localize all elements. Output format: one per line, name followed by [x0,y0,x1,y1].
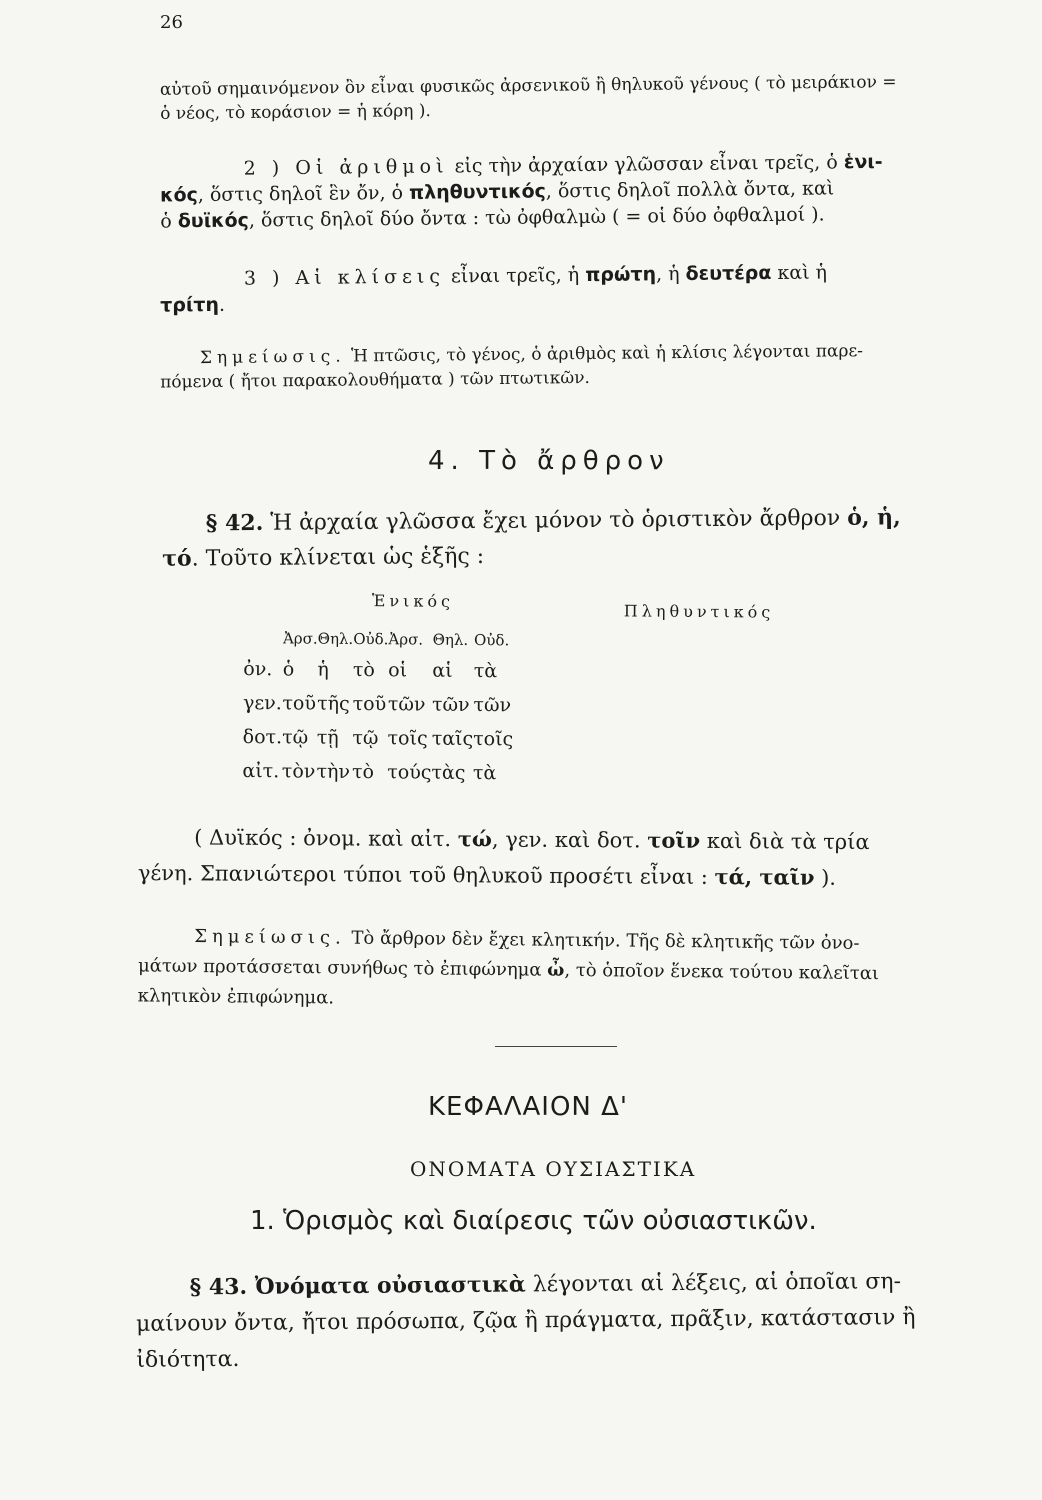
col-head: Θηλ. [317,629,354,648]
case-label: γεν. [242,691,282,715]
chapter-title: ΚΕΦΑΛΑΙΟΝ Δ' [428,1092,629,1122]
section-heading-nouns: 1. Ὁρισμὸς καὶ διαίρεσις τῶν οὐσιαστικῶν. [250,1206,817,1236]
page-number: 26 [160,12,183,33]
dual-paragraph: ( Δυϊκός : ὀνομ. καὶ αἰτ. τώ, γεν. καὶ δοτ. τοῖν καὶ διὰ τὰ τρία γένη. Σπανιώτεροι τύποι τοῦ θηλυκοῦ προσέτι εἶναι : τά, ταῖν ). [137,825,870,890]
paragraph-numbers: 2 ) Οἱ ἀριθμοὶ εἰς τὴν ἀρχαίαν γλῶσσαν εἶναι τρεῖς, ὁ ἑνι- κός, ὅστις δηλοῖ ἓν ὄν, ὁ πληθυντικός, ὅστις δηλοῖ πολλὰ ὄντα, καὶ ὁ δυϊκός, ὅστις δηλοῖ δύο ὄντα : τὼ ὀφθαλμὼ ( = οἱ δύο ὀφθαλμοί ). [159,150,883,233]
table-row: δοτ. τῷ τῇ τῷ τοῖς ταῖς τοῖς [243,720,514,756]
table-row: ὀν. ὁ ἡ τὸ οἱ αἱ τὰ [243,652,514,688]
section-number: § 43. [189,1273,248,1301]
note-paragraph-2: Σημείωσις. Τὸ ἄρθρον δὲν ἔχει κλητικήν. Τῆς δὲ κλητικῆς τῶν ὀνο- μάτων προτάσσεται συνήθως τὸ ἐπιφώνημα ὦ, τὸ ὁποῖον ἕνεκα τούτου καλεῖται κλητικὸν ἐπιφώνημα. [137,925,880,1009]
singular-label: Ἑνικός [371,591,455,611]
note-paragraph-1: Σημείωσις. Ἡ πτῶσις, τὸ γένος, ὁ ἀριθμὸς καὶ ἡ κλίσις λέγονται παρε- πόμενα ( ἤτοι παρακολουθήματα ) τῶν πτωτικῶν. [160,341,864,393]
col-head: Ἀρσ. [388,630,424,649]
note-lead: Σημείωσις. [194,925,346,949]
section-number: § 42. [205,509,264,537]
case-label: δοτ. [242,725,283,749]
case-label: ὀν. [243,657,273,681]
case-label: αἰτ. [242,759,280,783]
col-head: Οὐδ. [353,629,389,649]
lead-text: 3 ) Αἱ κλίσεις [243,265,446,290]
col-head: Οὐδ. [473,631,510,650]
continuation-paragraph [160,70,897,126]
col-head: Ἀρσ. [282,629,318,648]
divider [495,1046,617,1047]
section-heading-article: 4. Τὸ ἄρθρον [428,446,670,476]
paragraph-42: § 42. Ἡ ἀρχαία γλῶσσα ἔχει μόνον τὸ ὁριστικὸν ἄρθρον ὁ, ἡ, τό. Τοῦτο κλίνεται ὡς ἑξῆς : [162,504,901,572]
paragraph-43: § 43. Ὀνόματα οὐσιαστικὰ λέγονται αἱ λέξεις, αἱ ὁποῖαι ση- μαίνουν ὄντα, ἤτοι πρόσωπα, ζῷα ἢ πράγματα, πρᾶξιν, κατάστασιν ἢ ἰδιότητα. [135,1269,916,1373]
table-row: αἰτ. τὸν τὴν τὸ τούς τὰς τὰ [242,754,513,790]
lead-text: 2 ) Οἱ ἀριθμοὶ [243,155,449,180]
text-line: ὁ νέος, τὸ κοράσιον = ἡ κόρη ). [160,101,431,124]
note-lead: Σημείωσις. [199,346,346,369]
declension-grid [242,624,514,790]
paragraph-declensions: 3 ) Αἱ κλίσεις εἶναι τρεῖς, ἡ πρώτη, ἡ δευτέρα καὶ ἡ τρίτη. [160,261,828,317]
col-head: Θηλ. [432,630,469,649]
plural-label: Πληθυντικός [623,601,775,622]
chapter-subtitle: ΟΝΟΜΑΤΑ ΟΥΣΙΑΣΤΙΚΑ [410,1157,697,1181]
text-line: αὐτοῦ σημαινόμενον ὂν εἶναι φυσικῶς ἀρσενικοῦ ἢ θηλυκοῦ γένους ( τὸ μειράκιον = [159,72,897,100]
table-row: γεν. τοῦ τῆς τοῦ τῶν τῶν τῶν [243,686,514,722]
